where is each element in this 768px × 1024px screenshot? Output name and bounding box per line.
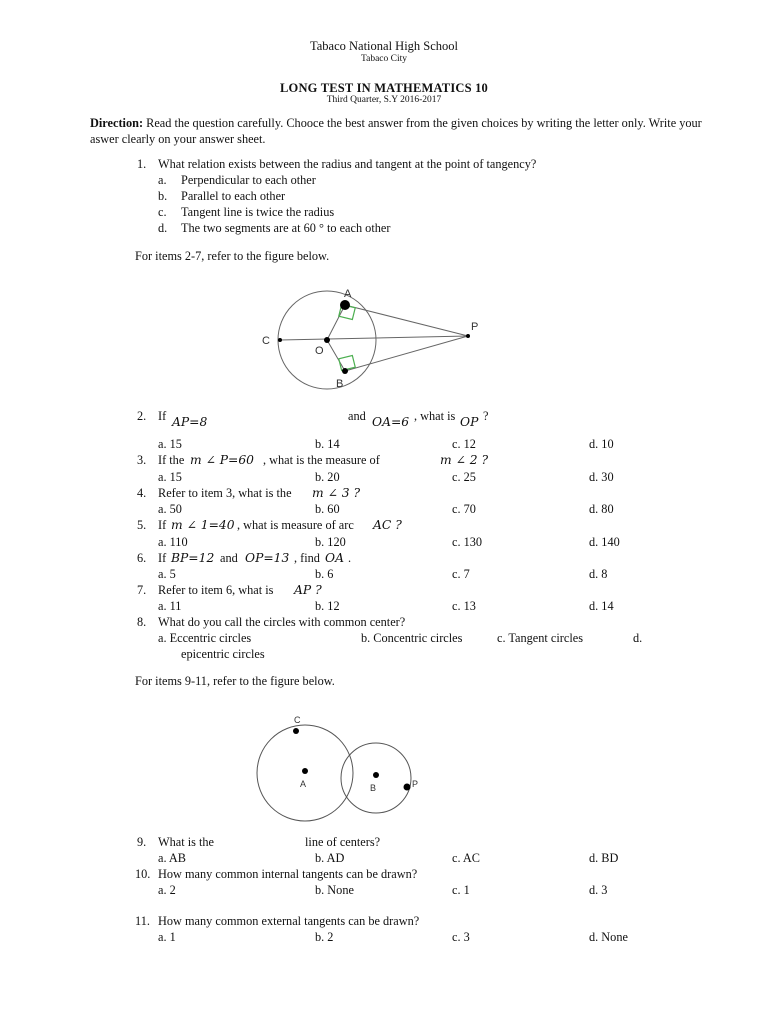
q5-expr-arc: AC ? — [373, 518, 402, 532]
reference-items-2-7: For items 2-7, refer to the figure below. — [135, 249, 330, 263]
q1-option-a-text: Perpendicular to each other — [181, 173, 316, 187]
q6-end: . — [348, 551, 352, 565]
q9-post: line of centers? — [305, 835, 381, 849]
q7-pre: Refer to item 6, what is — [158, 583, 274, 597]
q1-option-b-text: Parallel to each other — [181, 189, 286, 203]
q9-option-c: c. AC — [452, 851, 481, 865]
q8-option-c: c. Tangent circles — [497, 631, 583, 645]
q8-option-b: b. Concentric circles — [361, 631, 463, 645]
q10-option-c: c. 1 — [452, 883, 470, 897]
q9-option-b: b. AD — [315, 851, 345, 865]
q6-option-a: a. 5 — [158, 567, 176, 581]
q6-expr-oa: OA — [325, 551, 344, 565]
q9-option-a: a. AB — [158, 851, 187, 865]
q2-qmark: ? — [483, 409, 489, 423]
q7-option-d: d. 14 — [589, 599, 614, 613]
q3-number: 3. — [137, 453, 147, 467]
q2-option-b: b. 14 — [315, 437, 340, 451]
q1-text: What relation exists between the radius and tangent at the point of tangency? — [158, 157, 537, 171]
q6-option-d: d. 8 — [589, 567, 608, 581]
q8-text: What do you call the circles with common center? — [158, 615, 406, 629]
q11-number: 11. — [135, 914, 150, 928]
q11-option-d: d. None — [589, 930, 628, 944]
q6-option-c: c. 7 — [452, 567, 470, 581]
figure1-label-c: C — [262, 335, 270, 347]
figure2-label-a: A — [300, 779, 307, 789]
q5-option-c: c. 130 — [452, 535, 483, 549]
q10-option-b: b. None — [315, 883, 354, 897]
q5-option-b: b. 120 — [315, 535, 346, 549]
q2-option-a: a. 15 — [158, 437, 182, 451]
q2-option-c: c. 12 — [452, 437, 476, 451]
q1-option-c-text: Tangent line is twice the radius — [181, 205, 335, 219]
q11-option-b: b. 2 — [315, 930, 334, 944]
q7-option-b: b. 12 — [315, 599, 340, 613]
q10-option-d: d. 3 — [589, 883, 608, 897]
q2-expr-oa: OA=6 — [372, 415, 410, 429]
q4-number: 4. — [137, 486, 147, 500]
figure2-label-p: P — [412, 779, 419, 789]
figure1-label-a: A — [344, 288, 352, 300]
q9-pre: What is the — [158, 835, 215, 849]
q8-option-d: d. — [633, 631, 643, 645]
reference-items-9-11: For items 9-11, refer to the figure below. — [135, 674, 335, 688]
q1-option-a-letter: a. — [158, 173, 167, 187]
q2-option-d: d. 10 — [589, 437, 614, 451]
figure1-label-p: P — [471, 321, 479, 333]
q9-number: 9. — [137, 835, 147, 849]
q10-option-a: a. 2 — [158, 883, 176, 897]
direction-label: Direction: — [90, 116, 144, 130]
figure1-label-b: B — [336, 378, 344, 390]
q3-expr-angle-p: m ∠ P=60 — [190, 453, 255, 467]
q2-number: 2. — [137, 409, 147, 423]
q8-option-d-text: epicentric circles — [181, 647, 265, 661]
q5-mid: , what is measure of arc — [237, 518, 354, 532]
q2-expr-ap: AP=8 — [172, 415, 208, 429]
q11-text: How many common external tangents can be drawn? — [158, 914, 420, 928]
q7-number: 7. — [137, 583, 147, 597]
q8-number: 8. — [137, 615, 147, 629]
q2-what: , what is — [414, 409, 456, 423]
q6-pre: If — [158, 551, 167, 565]
q2-expr-op: OP — [460, 415, 479, 429]
q4-expr-angle-3: m ∠ 3 ? — [312, 486, 361, 500]
q1-option-b-letter: b. — [158, 189, 168, 203]
q5-expr-angle-1: m ∠ 1=40 — [171, 518, 235, 532]
q3-pre: If the — [158, 453, 185, 467]
figure2-label-c: C — [294, 715, 301, 725]
q2-if: If — [158, 409, 167, 423]
q11-option-a: a. 1 — [158, 930, 176, 944]
q1-option-d-letter: d. — [158, 221, 168, 235]
q1-option-c-letter: c. — [158, 205, 167, 219]
q1-number: 1. — [137, 157, 147, 171]
test-quarter: Third Quarter, S.Y 2016-2017 — [326, 95, 442, 105]
q4-option-d: d. 80 — [589, 502, 614, 516]
q6-expr-bp: BP=12 — [171, 551, 215, 565]
q10-text: How many common internal tangents can be drawn? — [158, 867, 418, 881]
q6-number: 6. — [137, 551, 147, 565]
q3-mid: , what is the measure of — [263, 453, 380, 467]
q7-option-c: c. 13 — [452, 599, 476, 613]
q3-option-a: a. 15 — [158, 470, 182, 484]
q4-option-a: a. 50 — [158, 502, 182, 516]
q6-find: , find — [294, 551, 320, 565]
q5-pre: If — [158, 518, 167, 532]
q6-option-b: b. 6 — [315, 567, 334, 581]
q2-and: and — [348, 409, 366, 423]
q10-number: 10. — [135, 867, 151, 881]
figure2-label-b: B — [370, 783, 377, 793]
q3-option-d: d. 30 — [589, 470, 614, 484]
school-name: Tabaco National High School — [309, 39, 459, 53]
q7-expr-ap: AP ? — [294, 583, 322, 597]
q3-option-b: b. 20 — [315, 470, 340, 484]
q5-option-a: a. 110 — [158, 535, 188, 549]
figure-circle-tangents — [255, 282, 485, 394]
q1-option-d-text: The two segments are at 60 ° to each other — [181, 221, 391, 235]
figure1-label-o: O — [315, 345, 324, 357]
q6-expr-op: OP=13 — [245, 551, 290, 565]
q5-number: 5. — [137, 518, 147, 532]
figure-intersecting-circles — [250, 710, 430, 825]
direction-text: Read the question carefully. Chooce the best answer from the given choices by writing the letter only. Write your aswer clearly on your answer sheet. — [90, 116, 702, 146]
q6-and: and — [220, 551, 238, 565]
q3-expr-angle-2: m ∠ 2 ? — [440, 453, 489, 467]
school-city: Tabaco City — [360, 54, 408, 64]
test-title: LONG TEST IN MATHEMATICS 10 — [280, 81, 488, 95]
q3-option-c: c. 25 — [452, 470, 476, 484]
q4-pre: Refer to item 3, what is the — [158, 486, 292, 500]
q11-option-c: c. 3 — [452, 930, 470, 944]
q7-option-a: a. 11 — [158, 599, 182, 613]
q4-option-c: c. 70 — [452, 502, 476, 516]
q5-option-d: d. 140 — [589, 535, 620, 549]
direction-paragraph — [90, 115, 730, 147]
q8-option-a: a. Eccentric circles — [158, 631, 252, 645]
q4-option-b: b. 60 — [315, 502, 340, 516]
q9-option-d: d. BD — [589, 851, 619, 865]
